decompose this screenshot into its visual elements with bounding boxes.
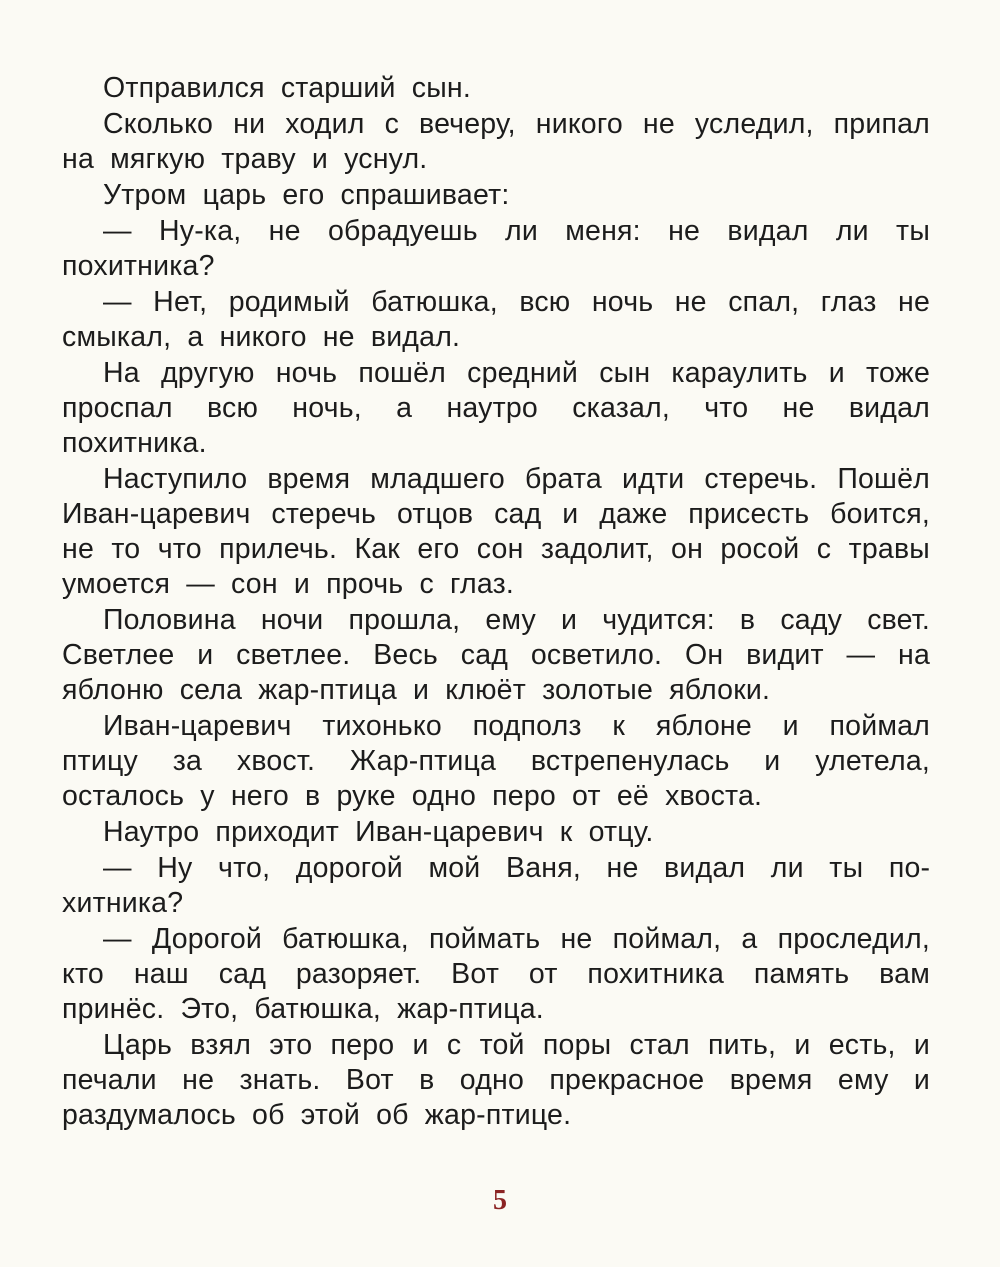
paragraph-13: Царь взял это перо и с той поры стал пить, и есть, и печали не знать. Вот в одно прекрасное время ему и раздумалось об этой об жар-птице.	[62, 1029, 930, 1131]
paragraph-12: — Дорогой батюшка, поймать не поймал, а проследил, кто наш сад разоряет. Вот от похитника память вам принёс. Это, батюшка, жар-птица.	[62, 923, 930, 1025]
paragraph-11: — Ну что, дорогой мой Ваня, не видал ли ты похитника?	[62, 852, 930, 919]
paragraph-6: На другую ночь пошёл средний сын караулить и тоже проспал всю ночь, а наутро сказал, что не видал похитника.	[62, 357, 930, 459]
paragraph-1: Отправился старший сын.	[103, 72, 471, 104]
page-number: 5	[493, 1185, 507, 1216]
paragraph-10: Наутро приходит Иван-царевич к отцу.	[103, 816, 654, 848]
paragraph-9: Иван-царевич тихонько подполз к яблоне и поймал птицу за хвост. Жар-птица встрепенулась и улетела, осталось у него в руке одно перо от её хвоста.	[62, 710, 930, 812]
story-text-body	[62, 71, 930, 1134]
paragraph-7: Наступило время младшего брата идти стеречь. Пошёл Иван-царевич стеречь отцов сад и даже присесть боится, не то что прилечь. Как его сон задолит, он росой с травы умоется — сон и прочь с глаз.	[62, 463, 930, 600]
paragraph-5: — Нет, родимый батюшка, всю ночь не спал, глаз не смыкал, а никого не видал.	[62, 286, 930, 353]
paragraph-4: — Ну-ка, не обрадуешь ли меня: не видал ли ты похитника?	[62, 215, 930, 282]
paragraph-8: Половина ночи прошла, ему и чудится: в саду свет. Светлее и светлее. Весь сад осветило. Он видит — на яблоню села жар-птица и клюёт золотые яблоки.	[62, 604, 930, 706]
paragraph-2: Сколько ни ходил с вечеру, никого не уследил, припал на мягкую траву и уснул.	[62, 108, 930, 175]
paragraph-3: Утром царь его спрашивает:	[103, 179, 510, 211]
